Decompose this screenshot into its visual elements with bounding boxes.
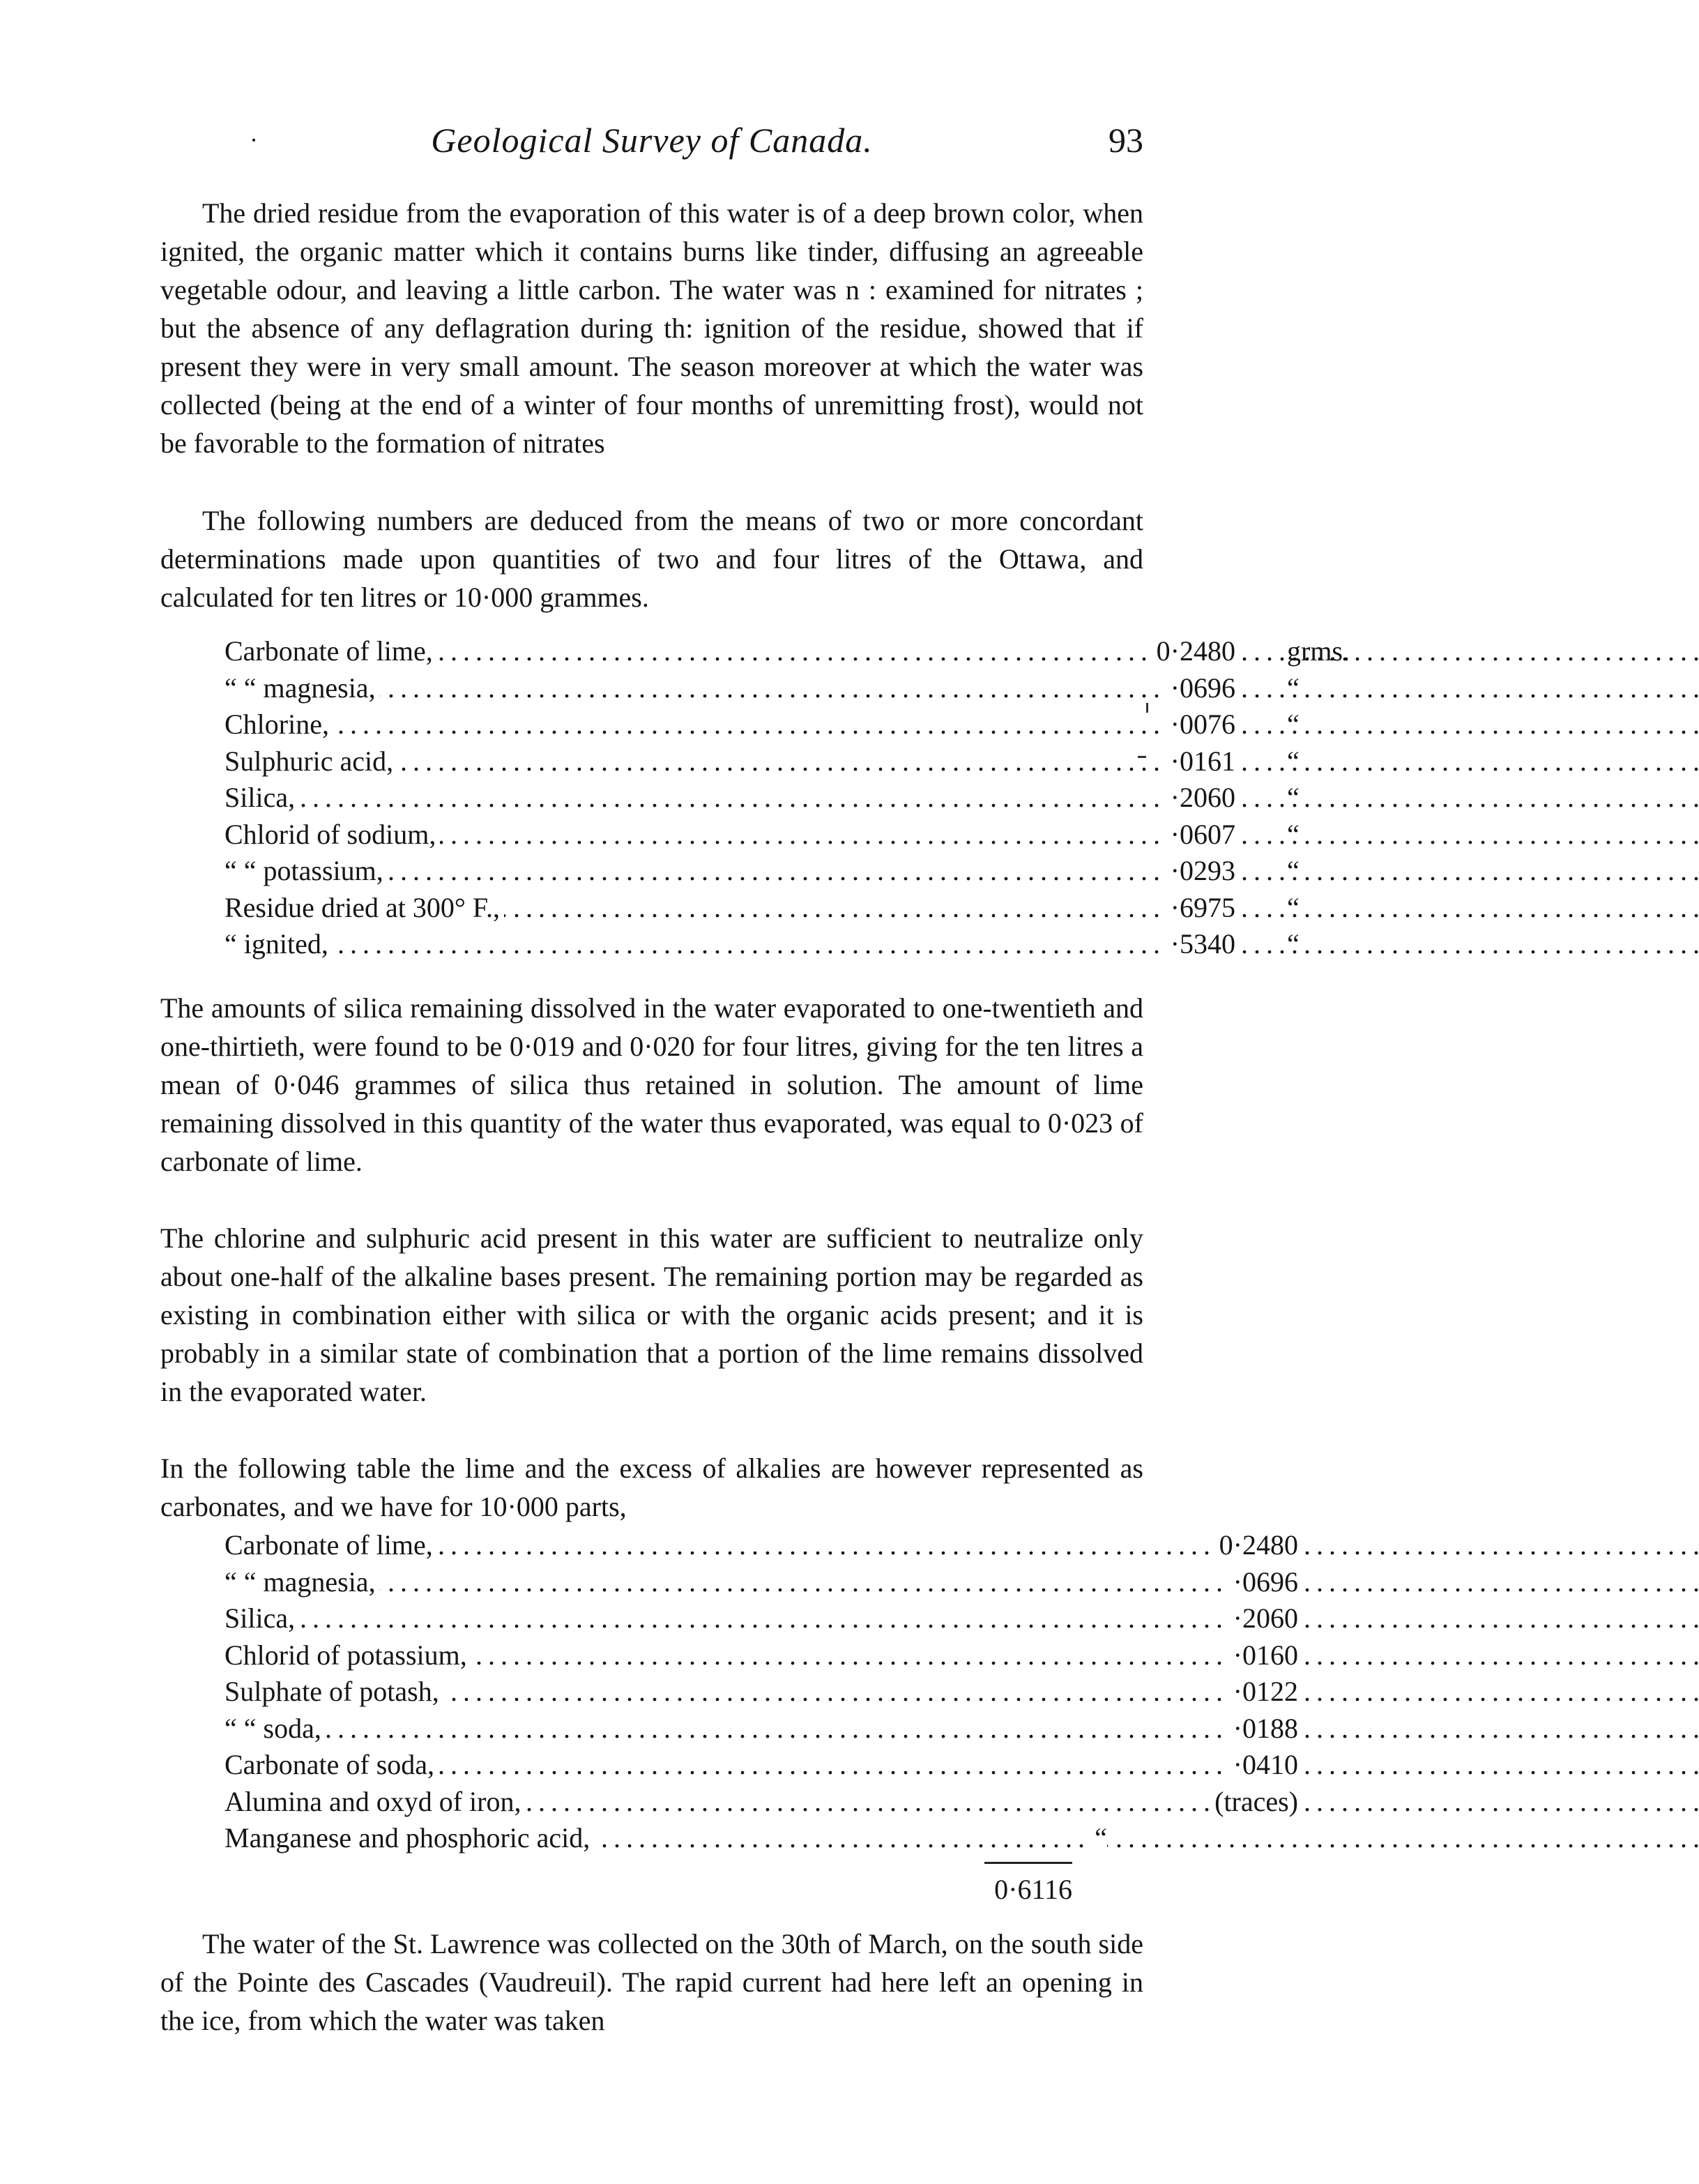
row-unit: grms. [1287, 635, 1350, 667]
row-label: “ “ magnesia, [224, 672, 380, 704]
row-value: 0·2480 [1215, 1529, 1298, 1561]
page-number: 93 [1108, 121, 1143, 160]
table-row [224, 1564, 1298, 1601]
table-row [224, 1747, 1298, 1784]
row-value: ·6975 [1166, 892, 1235, 923]
sum-rule [984, 1862, 1072, 1864]
row-value: ·0696 [1166, 672, 1235, 704]
table-row [224, 706, 1300, 743]
row-unit: “ [1287, 928, 1300, 960]
row-unit: “ [1287, 782, 1300, 813]
row-label: “ “ potassium, [224, 855, 388, 886]
row-value: ·0188 [1229, 1713, 1298, 1744]
row-label: “ “ magnesia, [224, 1566, 380, 1598]
table-row [224, 633, 1350, 670]
row-value: ·2060 [1229, 1602, 1298, 1634]
row-label: Residue dried at 300° F., [224, 892, 504, 923]
table-row [224, 743, 1300, 780]
carbonates-table [224, 1527, 1298, 1857]
row-label: Sulphuric acid, [224, 745, 397, 777]
table-row [224, 1711, 1298, 1747]
row-unit: “ [1287, 891, 1300, 923]
paragraph-5: In the following table the lime and the excess of alkalies are however represented as carbonates, and we have for 10·000 parts, [160, 1453, 1143, 1522]
paragraph-2: The following numbers are deduced from the means of two or more concordant determinations made upon quantities of two and four litres of the Ottawa, and calculated for ten litres or 10·000 grammes. [160, 505, 1143, 613]
table-row [224, 1820, 1131, 1857]
table-row [224, 1674, 1298, 1711]
table-row [224, 817, 1300, 854]
row-label: Chlorid of potassium, [224, 1639, 471, 1671]
row-label: Chlorine, [224, 708, 333, 740]
row-unit: “ [1287, 855, 1300, 886]
row-unit: “ [1287, 708, 1300, 740]
row-value: 0·2480 [1152, 635, 1235, 667]
row-value: ·0607 [1166, 819, 1235, 850]
row-value: ·0696 [1229, 1566, 1298, 1598]
paragraph-6: The water of the St. Lawrence was collected on the 30th of March, on the south side of the Pointe des Cascades (Vaudreuil). The rapid current had here left an opening in the ice, from which the water was taken [160, 1928, 1143, 2036]
table-row [224, 670, 1300, 707]
row-value: “ [1090, 1822, 1107, 1853]
table-row [224, 926, 1300, 963]
margin-mark [1138, 756, 1146, 758]
running-title: Geological Survey of Canada. [431, 121, 873, 160]
row-value: ·5340 [1166, 928, 1235, 960]
paragraph-3: The amounts of silica remaining dissolved in the water evaporated to one-twentieth and one-thirtieth, were found to be 0·019 and 0·020 for four litres, giving for the ten litres a mean of 0·046 grammes of silica thus retained in solution. The amount of lime remaining dissolved in this quantity of the water thus evaporated, was equal to 0·023 of carbonate of lime. [160, 992, 1143, 1177]
row-value: ·0160 [1229, 1639, 1298, 1671]
row-value: ·0161 [1166, 745, 1235, 777]
row-label: Carbonate of soda, [224, 1749, 439, 1780]
table-row [224, 1527, 1298, 1564]
row-value: ·0410 [1229, 1749, 1298, 1780]
page-header [160, 120, 1143, 169]
paragraph-4: The chlorine and sulphuric acid present in this water are sufficient to neutralize only about one-half of the alkaline bases present. The remaining portion may be regarded as existing in combination either with silica or with the organic acids present; and it is probably in a similar state of combination that a portion of the lime remains dissolved in the evaporated water. [160, 1222, 1143, 1407]
header-dot: · [250, 126, 258, 154]
row-unit: “ [1287, 818, 1300, 850]
row-label: Alumina and oxyd of iron, [224, 1786, 526, 1817]
row-unit: “ [1287, 745, 1300, 777]
row-value: ·2060 [1166, 782, 1235, 813]
table-row [224, 1637, 1298, 1674]
paragraph-1: The dried residue from the evaporation of this water is of a deep brown color, when ignited, the organic matter which it contains burns like tinder, diffusing an agreeable vegetable odour, and leaving a little carbon. The water was n : examined for nitrates ; but the absence of any deflagration during th: ignition of the residue, showed that if present they were in very small amount. The season moreover at which the water was collected (being at the end of a winter of four months of unremitting frost), would not be favorable to the formation of nitrates [160, 197, 1143, 459]
row-label: “ “ soda, [224, 1713, 326, 1744]
table-row [224, 1784, 1298, 1821]
row-label: Carbonate of lime, [224, 635, 437, 667]
row-label: Manganese and phosphoric acid, [224, 1822, 594, 1853]
margin-mark [1146, 703, 1148, 713]
table-row [224, 780, 1300, 817]
row-value: (traces) [1210, 1786, 1298, 1817]
row-label: “ ignited, [224, 928, 333, 960]
row-label: Silica, [224, 782, 299, 813]
row-label: Sulphate of potash, [224, 1676, 443, 1707]
row-value: ·0076 [1166, 708, 1235, 740]
composition-table [224, 633, 1350, 963]
row-label: Silica, [224, 1602, 299, 1634]
row-label: Carbonate of lime, [224, 1529, 437, 1561]
table-total: 0·6116 [994, 1874, 1072, 1905]
table-row [224, 1600, 1298, 1637]
row-unit: “ [1287, 672, 1300, 704]
row-value: ·0122 [1229, 1676, 1298, 1707]
table-row [224, 853, 1300, 890]
table-row [224, 890, 1300, 927]
row-value: ·0293 [1166, 855, 1235, 886]
row-label: Chlorid of sodium, [224, 819, 440, 850]
